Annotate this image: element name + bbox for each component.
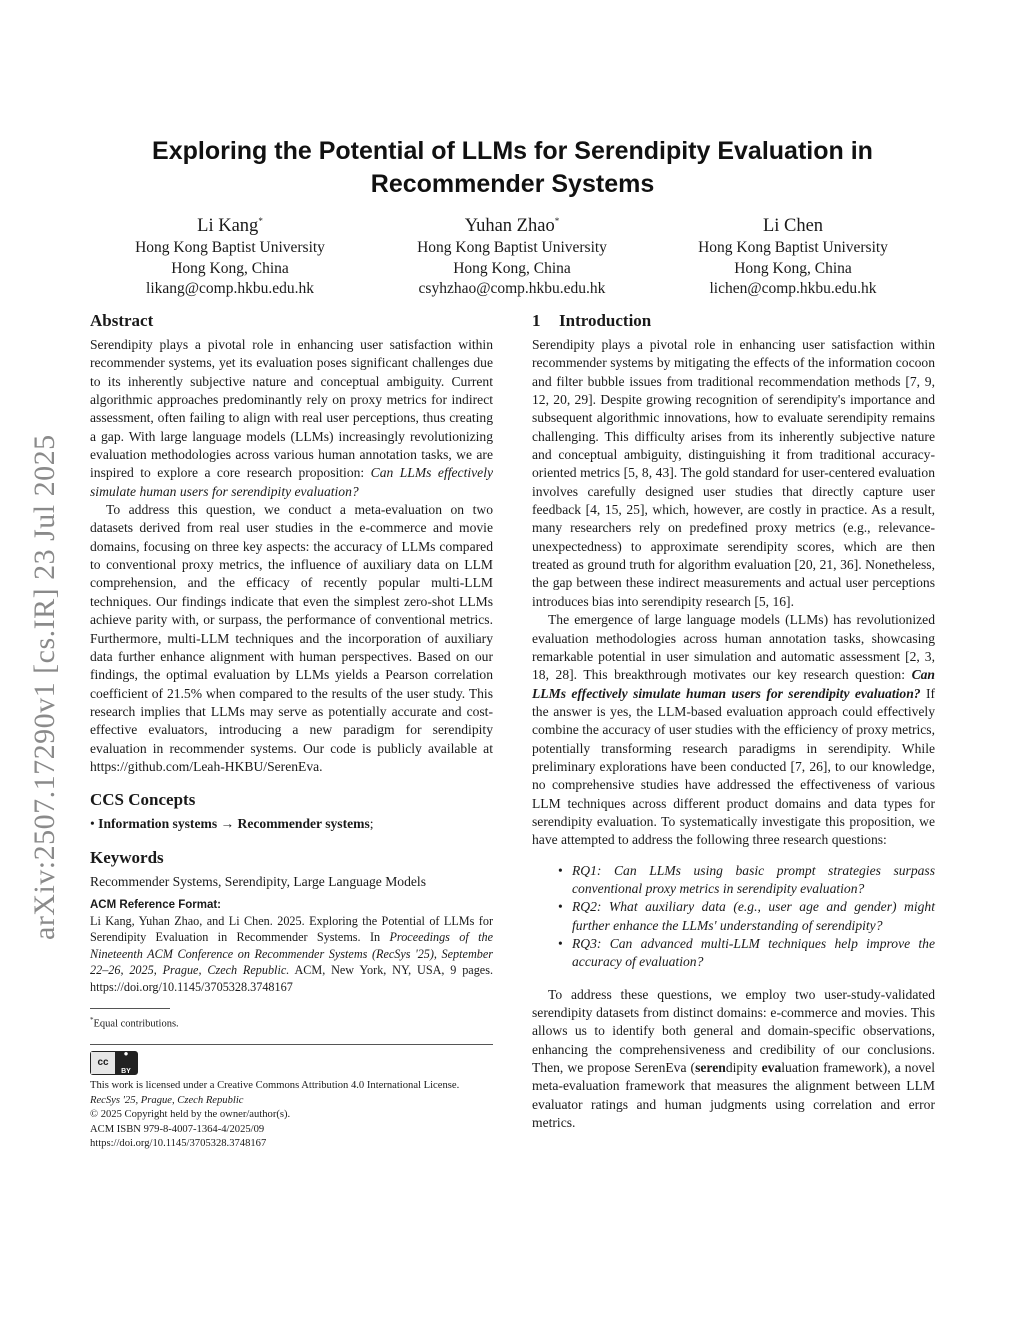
arrow-icon: → bbox=[217, 816, 238, 832]
keywords-text: Recommender Systems, Serendipity, Large Language Models bbox=[90, 873, 426, 889]
paper-title: Exploring the Potential of LLMs for Serendipity Evaluation in Recommender Systems bbox=[152, 137, 873, 198]
equal-contribution-mark: * bbox=[258, 215, 263, 226]
list-item: • RQ1: Can LLMs using basic prompt strategies surpass conventional proxy metrics in serendipity evaluation? bbox=[572, 862, 935, 899]
intro-paragraph-2: The emergence of large language models (LLMs) has revolutionized evaluation methodologies across human annotation tasks, showcasing remarkable potential in user simulation and automatic assessment [2, 3, 18, 28]. This breakthrough motivates our key research question: Can LLMs effectively simulate human users for serendipity evaluation? If the answer is yes, the LLM-based evaluation approach could effectively combine the accuracy of user studies with the efficiency of proxy metrics, potentially transforming research paradigms in serendipity. While preliminary explorations have been conducted [7, 26], to our knowledge, no comprehensive studies have addressed the effectiveness of various LLM techniques across different product domains and data types for serendipity evaluation. To systematically investigate this proposition, we have attempted to address the following three research questions: bbox=[532, 612, 935, 848]
author-email: lichen@comp.hkbu.edu.hk bbox=[709, 280, 877, 297]
author-name: Li Kang bbox=[197, 216, 259, 236]
cc-logo-icon: cc bbox=[91, 1052, 115, 1074]
author-name: Yuhan Zhao bbox=[464, 216, 555, 236]
doi-link[interactable]: ACM, New York, NY, USA, 9 pages. https://doi.org/10.1145/3705328.3748167 bbox=[90, 963, 494, 994]
abstract-paragraph-2: To address this question, we conduct a meta-evaluation on two datasets derived from real user studies in the e-commerce and movie domains, focusing on three key aspects: the accuracy of LLMs compared to conventional proxy metrics, the influence of auxiliary data on LLM comprehension, and the efficacy of recently popular multi-LLM techniques. Our findings indicate that even the simplest zero-shot LLMs achieve parity with, or surpass, the performance of conventional metrics. Furthermore, multi-LLM techniques and the incorporation of auxiliary data further enhance alignment with human perspectives. Based on our findings, the optimal evaluation by LLMs yields a Pearson correlation coefficient of 21.5% when compared to the results of the user study. This research implies that LLMs may serve as potentially accurate and cost-effective evaluators, introducing a new paradigm for serendipity evaluation in recommender systems. Our code is publicly available at https://github.com/Leah-HKBU/SerenEva. bbox=[90, 502, 493, 774]
author-email: csyhzhao@comp.hkbu.edu.hk bbox=[418, 280, 606, 297]
abstract-heading: Abstract bbox=[90, 311, 154, 330]
acm-reference-label: ACM Reference Format: bbox=[90, 898, 221, 911]
author-affiliation: Hong Kong Baptist University bbox=[698, 239, 888, 256]
conference-info: RecSys '25, Prague, Czech Republic bbox=[90, 1094, 244, 1106]
introduction-heading: 1 Introduction bbox=[532, 311, 652, 330]
author-2 bbox=[372, 214, 652, 300]
equal-contribution-mark: * bbox=[554, 215, 560, 226]
author-name: Li Chen bbox=[762, 216, 824, 236]
abstract-research-question: Can LLMs effectively simulate human users for serendipity evaluation? bbox=[90, 465, 494, 499]
author-location: Hong Kong, China bbox=[453, 259, 571, 277]
research-questions-list bbox=[532, 862, 935, 972]
author-affiliation: Hong Kong Baptist University bbox=[417, 239, 607, 256]
left-column bbox=[90, 310, 493, 1152]
footnote-divider bbox=[90, 1008, 170, 1009]
cc-by-badge bbox=[90, 1048, 493, 1075]
author-3 bbox=[653, 214, 933, 300]
arxiv-identifier: arXiv:2507.17290v1 [cs.IR] 23 Jul 2025 bbox=[28, 434, 61, 940]
author-1 bbox=[90, 214, 370, 300]
author-email: likang@comp.hkbu.edu.hk bbox=[146, 280, 314, 297]
copyright: © 2025 Copyright held by the owner/author(s). bbox=[90, 1109, 291, 1121]
isbn: ACM ISBN 979-8-4007-1364-4/2025/09 bbox=[90, 1123, 265, 1135]
right-column bbox=[532, 310, 935, 1132]
list-item: • RQ3: Can advanced multi-LLM techniques help improve the accuracy of evaluation? bbox=[572, 935, 935, 972]
author-affiliation: Hong Kong Baptist University bbox=[135, 239, 325, 256]
license-block bbox=[90, 1079, 493, 1152]
keywords-heading: Keywords bbox=[90, 847, 164, 867]
intro-paragraph-3: To address these questions, we employ two user-study-validated serendipity datasets from distinct domains: e-commerce and movies. This allows us to identify both general and domain-specific observations, enhancing the comprehensiveness and credibility of our conclusions. Then, we propose SerenEva (serendipity evaluation framework), a novel meta-evaluation framework that measures the alignment between LLM evaluator ratings and human judgments using correlation and error metrics. bbox=[532, 986, 935, 1131]
by-icon: ● BY bbox=[115, 1052, 137, 1074]
doi-link[interactable]: https://doi.org/10.1145/3705328.3748167 bbox=[90, 1138, 267, 1150]
acm-reference-text: Li Kang, Yuhan Zhao, and Li Chen. 2025. Exploring the Potential of LLMs for Serendipity Evaluation in Recommender Systems. In Proceedings of the Nineteenth ACM Conference on Recommender Systems (RecSys '25), September 22–26, 2025, Prague, Czech Republic. ACM, New York, NY, USA, 9 pages. https://doi.org/10.1145/3705328.3748167 bbox=[90, 913, 494, 994]
license-statement: This work is licensed under a Creative Commons Attribution 4.0 International License. bbox=[90, 1079, 460, 1091]
abstract-paragraph-1: Serendipity plays a pivotal role in enhancing user satisfaction within recommender systems, yet its evaluation poses significant challenges due to its inherently subjective nature and conceptual ambiguity. Current algorithmic approaches predominantly rely on proxy metrics for indirect assessment, often failing to align with real user perceptions, thus creating a gap. With large language models (LLMs) increasingly revolutionizing evaluation methodologies across various human annotation tasks, we are inspired to explore a core research proposition: Can LLMs effectively simulate human users for serendipity evaluation? bbox=[90, 337, 494, 499]
list-item: • RQ2: What auxiliary data (e.g., user age and gender) might further enhance the LLMs' understanding of serendipity? bbox=[572, 898, 935, 935]
intro-paragraph-1: Serendipity plays a pivotal role in enhancing user satisfaction within recommender systems by mitigating the effects of the information cocoon and filter bubble issues from traditional recommendation methods [7, 9, 12, 20, 29]. Despite growing recognition of serendipity's importance and subsequent algorithmic innovations, how to evaluate serendipity remains challenging. This difficulty arises from its inherently subjective nature and conceptual ambiguity, distinguishing it from traditional accuracy-oriented metrics [5, 8, 43]. The gold standard for user-centered evaluation involves carefully designed user studies that directly capture user feedback [4, 15, 25], which, however, are costly in practice. As a result, many researchers rely on predefined proxy metrics (e.g., relevance-unexpectedness) to approximate serendipity scores, which are then treated as ground truth for algorithm evaluation [20, 21, 36]. Nonetheless, the gap between these indirect measurements and actual user perceptions introduces bias into serendipity research [5, 16]. bbox=[532, 337, 935, 609]
author-location: Hong Kong, China bbox=[171, 259, 289, 277]
author-location: Hong Kong, China bbox=[734, 259, 852, 277]
author-block bbox=[90, 214, 935, 304]
key-research-question: Can LLMs effectively simulate human users for serendipity evaluation? bbox=[532, 667, 935, 701]
ccs-item: • Information systems → Recommender systems; bbox=[90, 816, 374, 832]
ccs-heading: CCS Concepts bbox=[90, 790, 196, 810]
footnote: *Equal contributions. bbox=[90, 1016, 179, 1030]
license-divider bbox=[90, 1044, 493, 1045]
